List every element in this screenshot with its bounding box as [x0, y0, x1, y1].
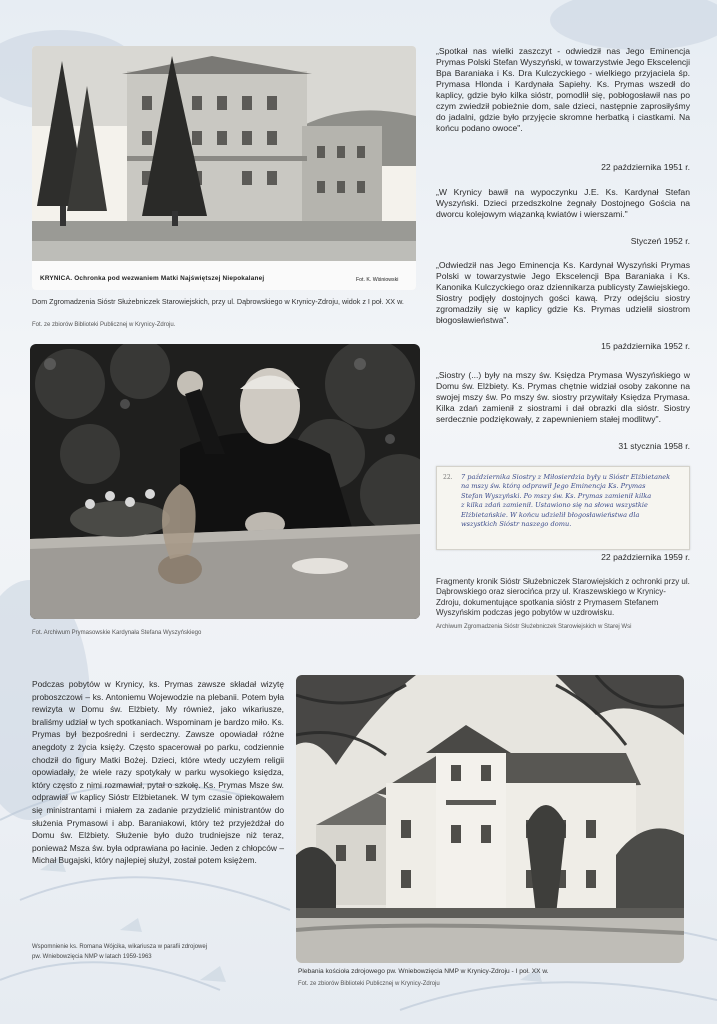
- handwriting-line: 7 października Siostry z Miłosierdzia były u Sióstr Elżbietanek: [461, 473, 671, 481]
- handwriting-line: z kilka zdań zamienił. Ustawiono się na słowa wszystkie: [461, 501, 648, 510]
- photo3-credit: Fot. ze zbiorów Biblioteki Publicznej w Krynicy-Zdroju: [298, 981, 440, 987]
- quote-1958: „Siostry (...) były na mszy św. Księdza Prymasa Wyszyńskiego w Domu św. Elżbiety. Ks. Prymas chętnie widział osoby zakonne na swojej mszy św. Po mszy św. siostry przywitały Księdza Prymasa. Kilka zdań zamienił z siostrami i dał obrazki dla sióstr. Siostry serdecznie podziękowały, z zapewnieniem stałej modlitwy".: [436, 370, 690, 424]
- memoir-credit-line: pw. Wniebowzięcia NMP w latach 1959-1963: [32, 954, 152, 960]
- chronicle-credit: Archiwum Zgromadzenia Sióstr Służebniczek Starowiejskich w Starej Wsi: [436, 624, 632, 630]
- chronicle-entry-number: 22.: [443, 474, 453, 481]
- chronicle-scan: [436, 466, 690, 550]
- photo2-credit: Fot. Archiwum Prymasowskie Kardynała Stefana Wyszyńskiego: [32, 630, 202, 636]
- quote-1952-oct: „Odwiedził nas Jego Eminencja Ks. Kardynał Wyszyński Prymas Polski w towarzystwie Jego Ekscelencji Bpa Baraniaka i Ks. Kanonika Kulczyckiego oraz dziennikarza publicysty Zawiejskiego. Siostry podjęły dostojnych gości kawą. Przy odejściu siostry zgromadziły się w kaplicy gdzie Ks. Prymas udzielił siostrom błogosławieństwa".: [436, 260, 690, 325]
- quote-1952-jan-date: Styczeń 1952 r.: [630, 236, 690, 246]
- memoir-credit-line: Wspomnienie ks. Romana Wójcika, wikariusza w parafii zdrojowej: [32, 944, 208, 950]
- photo3-caption: Plebania kościoła zdrojowego pw. Wniebowzięcia NMP w Krynicy-Zdroju - I poł. XX w.: [298, 968, 549, 975]
- photo1-caption: Dom Zgromadzenia Sióstr Służebniczek Starowiejskich, przy ul. Dąbrowskiego w Krynicy-Zdroju, widok z I poł. XX w.: [32, 297, 404, 306]
- print-credit: Fot. K. Wiśniowski: [356, 277, 399, 283]
- quote-1951: „Spotkał nas wielki zaszczyt - odwiedził nas Jego Eminencja Prymas Polski Stefan Wyszyński, w towarzystwie Jego Ekscelencji Bpa Baraniaka i Ks. Dra Kulczyckiego - wielkiego przyjaciela śp. Prymasa Hlonda i Kardynała Sapiehy. Ks. Prymas wszedł do kaplicy, gdzie było kilka sióstr, pomodlił się, pobłogosławił nas po czym zwiedził pobieżnie dom, sale dzieci, następnie zaprosiłyśmy do jadalni, gdzie było przyjęcie skromne herbatką i ciastkami. Na końcu podano owoce".: [436, 46, 690, 133]
- photo1-credit: Fot. ze zbiorów Biblioteki Publicznej w Krynicy-Zdroju.: [32, 322, 176, 328]
- memoir-text: Podczas pobytów w Krynicy, ks. Prymas zawsze składał wizytę proboszczowi – ks. Antoniemu Wojewodzie na plebanii. Potem była rewizyta w Domu św. Elżbiety. My również, jako wikariusze, braliśmy udział w tych spotkaniach. Wspominam je bardzo miło. Ks. Prymas był bezpośredni i serdeczny. Zawsze opowiadał różne anegdoty z życia księży. Często spacerował po parku, codziennie chodził do figury Matki Bożej. Dzieci, które wtedy uczyłem religii opowiadały, że wiele razy spotykały w parku wysokiego księdza, który często z nimi rozmawiał, pytał o szkołę. Ks. Prymas Msze św. odprawiał w kaplicy Sióstr Elżbietanek. W tym czasie opiekowałem się ministrantami i miałem za zadanie przydzielić ministrantów do służenia Prymasowi i abp. Baraniakowi, który też przyjeżdżał do Domu św. Elżbiety. Służenie było dużo trudniejsze niż teraz, ponieważ Msza św. była odprawiana po łacinie. Jeden z chłopców – Michał Bugajski, który najlepiej służył, został potem księżem.: [32, 679, 284, 866]
- quote-1952-jan: „W Krynicy bawił na wypoczynku J.E. Ks. Kardynał Stefan Wyszyński. Dzieci przedszkolne żegnały Dostojnego Gościa na dworcu kolejowym wiązanką kwiatów i wierszami.": [436, 187, 690, 219]
- plebania-photo: [296, 675, 684, 963]
- ochronka-building-photo: [32, 46, 416, 290]
- handwriting-line: Elżbietańskie. W końcu udzielił błogosławieństwa dla: [461, 510, 640, 519]
- print-title: KRYNICA. Ochronka pod wezwaniem Matki Najświętszej Niepokalanej: [40, 275, 265, 282]
- prymas-squirrel-photo: [30, 344, 420, 619]
- chronicle-handwriting: [443, 473, 683, 529]
- quote-1958-date: 31 stycznia 1958 r.: [618, 441, 690, 451]
- handwriting-line: na mszy św. którą odprawił Jego Eminencja Ks. Prymas: [461, 482, 646, 491]
- handwriting-line: Stefan Wyszyński. Po mszy św. Ks. Prymas zamienił kilka: [461, 491, 652, 500]
- quote-1952-oct-date: 15 października 1952 r.: [601, 341, 690, 351]
- chronicle-caption: Fragmenty kronik Sióstr Służebniczek Starowiejskich z ochronki przy ul. Dąbrowskiego oraz sierocińca przy ul. Kraszewskiego w Krynicy-Zdroju, dokumentujące spotkania sióstr z Prymasem Stefanem Wyszyńskim podczas jego pobytów w uzdrowisku.: [436, 577, 690, 618]
- quote-1951-date: 22 października 1951 r.: [601, 162, 690, 172]
- memoir-credit: [32, 942, 292, 962]
- chronicle-date: 22 października 1959 r.: [601, 552, 690, 562]
- handwriting-line: wszystkich Sióstr naszego domu.: [461, 520, 572, 529]
